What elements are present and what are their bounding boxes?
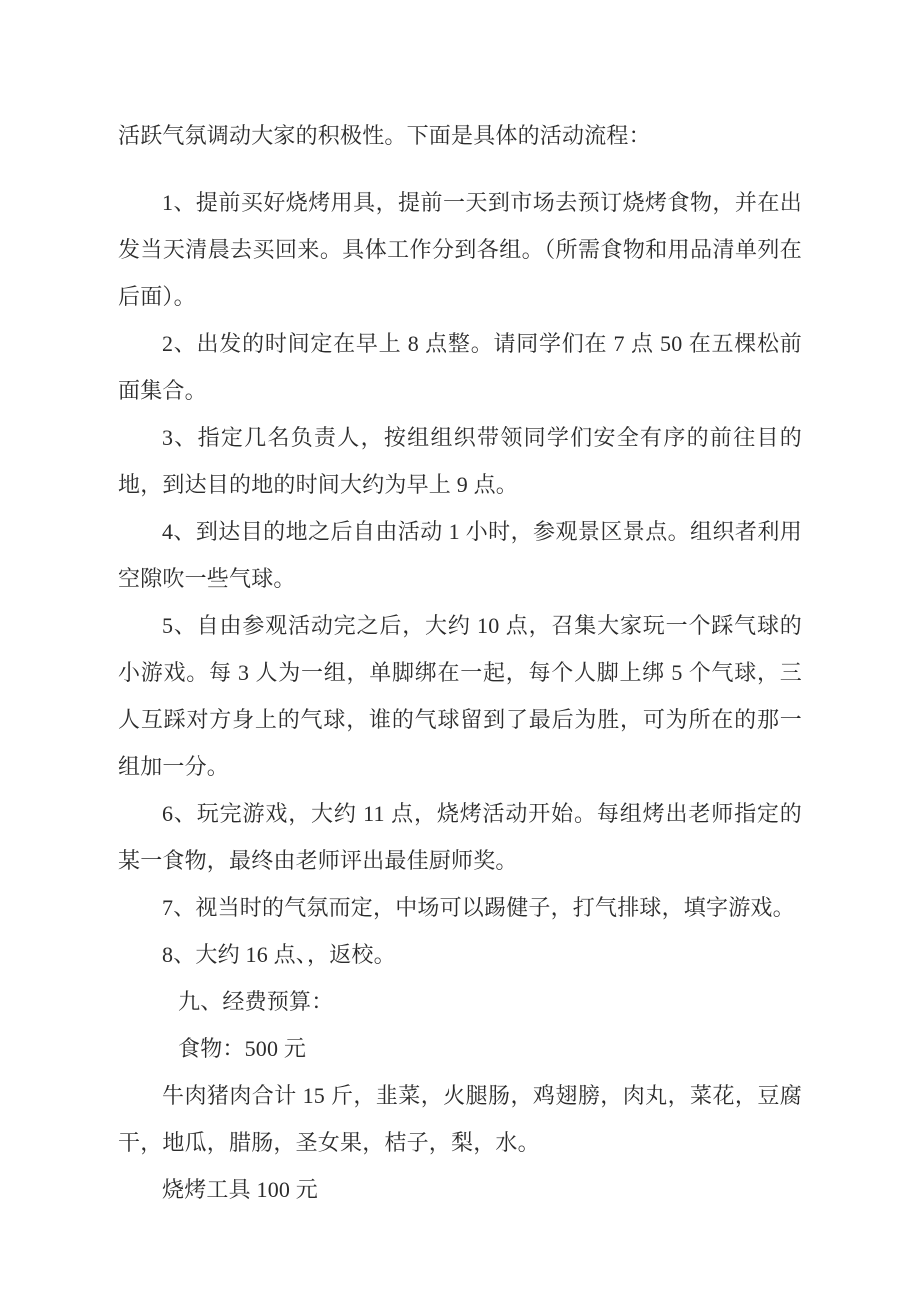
paragraph-item-1: 1、提前买好烧烤用具，提前一天到市场去预订烧烤食物，并在出发当天清晨去买回来。具体工作分到各组。（所需食物和用品清单列在后面）。	[118, 190, 802, 309]
paragraph-item-5: 5、自由参观活动完之后，大约 10 点，召集大家玩一个踩气球的小游戏。每 3 人为一组，单脚绑在一起，每个人脚上绑 5 个气球，三人互踩对方身上的气球，谁的气球留到了最后为胜，可为所在的那一组加一分。	[118, 613, 802, 779]
paragraph-item-8: 8、大约 16 点、，返校。	[162, 942, 396, 967]
paragraph-section-9: 九、经费预算：	[178, 989, 334, 1014]
paragraph-food-list: 牛肉猪肉合计 15 斤，韭菜，火腿肠，鸡翅膀，肉丸，菜花，豆腐干，地瓜，腊肠，圣女果，桔子，梨，水。	[118, 1083, 802, 1155]
document-body	[118, 112, 802, 1213]
paragraph-budget-tools: 烧烤工具 100 元	[162, 1177, 319, 1202]
paragraph-item-7: 7、视当时的气氛而定，中场可以踢健子，打气排球，填字游戏。	[162, 895, 795, 920]
paragraph-item-3: 3、指定几名负责人，按组组织带领同学们安全有序的前往目的地，到达目的地的时间大约为早上 9 点。	[118, 425, 802, 497]
paragraph-budget-food: 食物：500 元	[178, 1036, 307, 1061]
paragraph-item-6: 6、玩完游戏，大约 11 点，烧烤活动开始。每组烤出老师指定的某一食物，最终由老师评出最佳厨师奖。	[118, 801, 802, 873]
paragraph-item-2: 2、出发的时间定在早上 8 点整。请同学们在 7 点 50 在五棵松前面集合。	[118, 331, 802, 403]
paragraph-intro: 活跃气氛调动大家的积极性。下面是具体的活动流程：	[118, 123, 651, 148]
paragraph-item-4: 4、到达目的地之后自由活动 1 小时，参观景区景点。组织者利用空隙吹一些气球。	[118, 519, 802, 591]
